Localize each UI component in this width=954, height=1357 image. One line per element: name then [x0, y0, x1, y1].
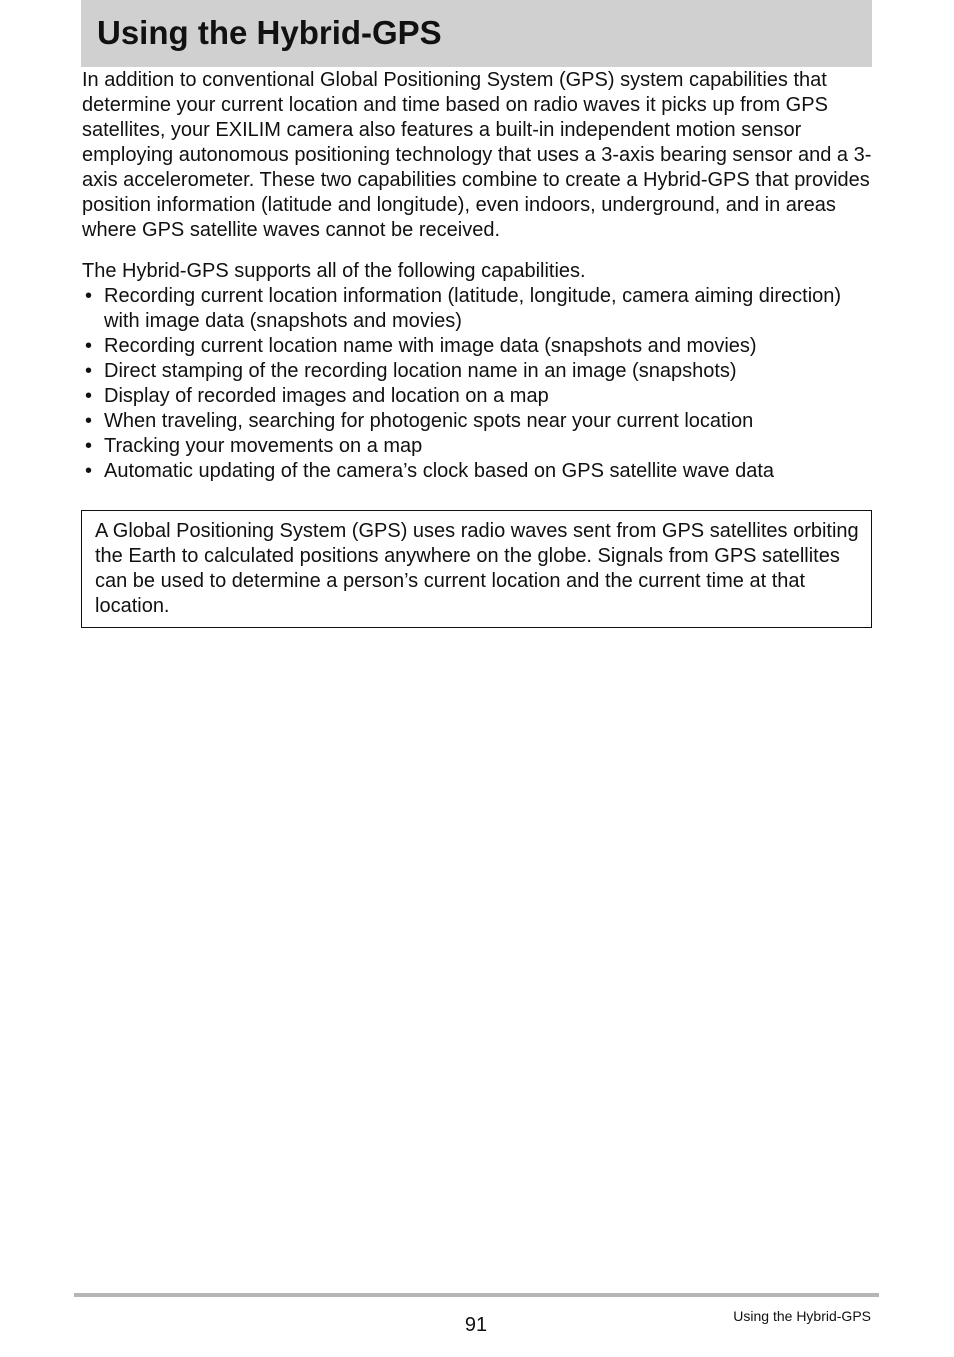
list-item-text: Recording current location information (latitude, longitude, camera aiming direction) with image data (snapshots and movies) [104, 285, 842, 332]
page-title: Using the Hybrid-GPS [97, 14, 442, 51]
list-item-text: Automatic updating of the camera’s clock based on GPS satellite wave data [104, 460, 775, 482]
list-item [82, 434, 872, 459]
bullet-icon: • [85, 385, 93, 407]
list-item [82, 359, 872, 384]
title-bar [81, 0, 872, 67]
list-item [82, 334, 872, 359]
bullet-icon: • [85, 435, 93, 457]
list-item [82, 409, 872, 434]
list-item-text: Recording current location name with image data (snapshots and movies) [104, 335, 757, 357]
page-number: 91 [464, 1314, 488, 1336]
gps-note-box [81, 510, 872, 628]
footer-divider [74, 1293, 879, 1297]
bullet-icon: • [85, 360, 93, 382]
list-item [82, 384, 872, 409]
bullet-icon: • [85, 460, 93, 482]
gps-note-text: A Global Positioning System (GPS) uses radio waves sent from GPS satellites orbiting the Earth to calculated positions anywhere on the globe. Signals from GPS satellites can be used to determine a person’s current location and the current time at that location. [95, 520, 859, 617]
bullet-icon: • [85, 285, 93, 307]
list-item-text: Direct stamping of the recording location name in an image (snapshots) [104, 360, 737, 382]
capabilities-lead: The Hybrid-GPS supports all of the following capabilities. [82, 260, 586, 282]
footer-section-title: Using the Hybrid-GPS [733, 1308, 871, 1324]
list-item [82, 459, 872, 484]
capabilities-list [82, 284, 872, 484]
list-item-text: Display of recorded images and location on a map [104, 385, 549, 407]
bullet-icon: • [85, 410, 93, 432]
intro-paragraph: In addition to conventional Global Positioning System (GPS) system capabilities that determine your current location and time based on radio waves it picks up from GPS satellites, your EXILIM camera also features a built-in independent motion sensor employing autonomous positioning technology that uses a 3-axis bearing sensor and a 3-axis accelerometer. These two capabilities combine to create a Hybrid-GPS that provides position information (latitude and longitude), even indoors, underground, and in areas where GPS satellite waves cannot be received. [82, 69, 872, 241]
list-item [82, 284, 872, 334]
bullet-icon: • [85, 335, 93, 357]
list-item-text: When traveling, searching for photogenic spots near your current location [104, 410, 754, 432]
list-item-text: Tracking your movements on a map [104, 435, 423, 457]
